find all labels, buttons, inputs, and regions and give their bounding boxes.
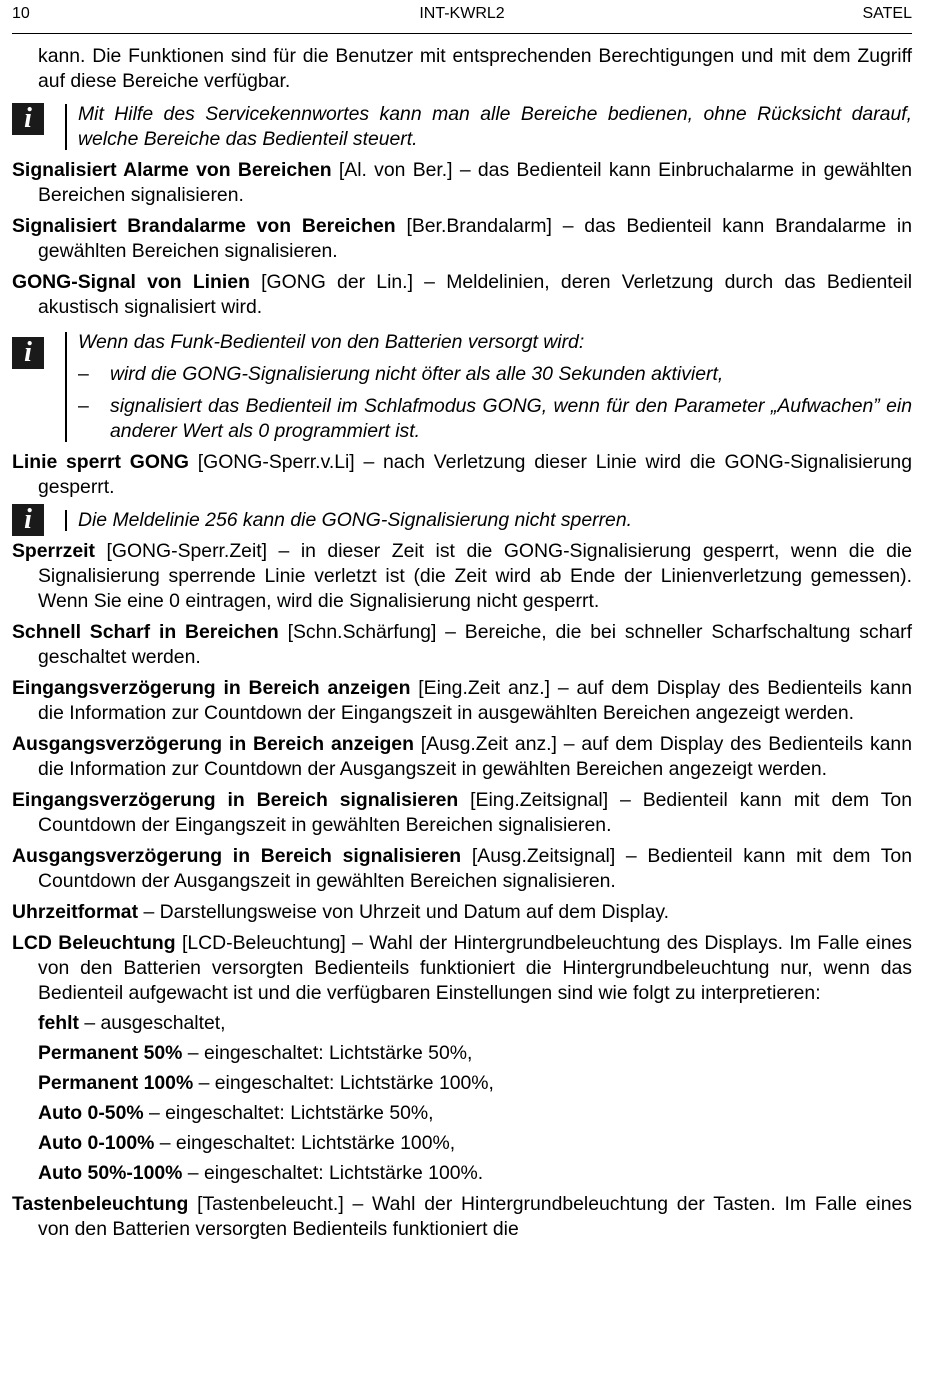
param-description: [Ber.Brandalarm] – das Bedienteil kann Brandalarme in gewählten Bereichen signalisieren. xyxy=(38,215,913,262)
note-item-text: signalisiert das Bedienteil im Schlafmodus GONG, wenn für den Parameter „Aufwachen” ein anderer Wert als 0 programmiert ist. xyxy=(110,395,912,442)
param-term: Linie sperrt GONG xyxy=(12,451,189,473)
param-description: [Eing.Zeitsignal] – Bedienteil kann mit dem Ton Countdown der Eingangszeit in gewählten Bereichen signalisieren. xyxy=(38,789,912,836)
param-entry-exit-delay-signal xyxy=(12,844,912,894)
option-description: – eingeschaltet: Lichtstärke 50%, xyxy=(182,1042,473,1064)
note-text: Mit Hilfe des Servicekennwortes kann man alle Bereiche bedienen, ohne Rücksicht darauf, welche Bereiche das Bedienteil steuert. xyxy=(78,103,912,150)
brand-name: SATEL xyxy=(862,5,912,22)
param-term: Signalisiert Alarme von Bereichen xyxy=(12,159,332,181)
param-term: Signalisiert Brandalarme von Bereichen xyxy=(12,215,396,237)
param-entry-gong-signal xyxy=(12,270,912,320)
info-icon: i xyxy=(12,337,44,369)
param-term: Tastenbeleuchtung xyxy=(12,1193,189,1215)
document-title: INT-KWRL2 xyxy=(419,5,505,22)
option-name: Auto 50%-100% xyxy=(38,1162,183,1184)
param-entry-alarms xyxy=(12,158,912,208)
note-divider xyxy=(65,510,67,531)
param-entry-quick-arm xyxy=(12,620,912,670)
note-list-item xyxy=(78,362,912,387)
note-divider xyxy=(65,332,67,442)
option-name: Auto 0-50% xyxy=(38,1102,144,1124)
param-term: Eingangsverzögerung in Bereich anzeigen xyxy=(12,677,411,699)
param-entry-exit-delay-display xyxy=(12,732,912,782)
param-term: Sperrzeit xyxy=(12,540,95,562)
param-term: Schnell Scharf in Bereichen xyxy=(12,621,279,643)
note-divider xyxy=(65,104,67,150)
param-term: Ausgangsverzögerung in Bereich signalisieren xyxy=(12,845,462,867)
option-name: fehlt xyxy=(38,1012,79,1034)
param-description: [Ausg.Zeitsignal] – Bedienteil kann mit dem Ton Countdown der Ausgangszeit in gewählten Bereichen signalisieren. xyxy=(38,845,912,892)
info-note-service-password xyxy=(12,102,912,152)
info-note-line-256 xyxy=(12,504,912,535)
param-entry-time-format xyxy=(12,900,912,925)
option-description: – ausgeschaltet, xyxy=(78,1012,226,1034)
param-description: [Al. von Ber.] – das Bedienteil kann Einbruchalarme in gewählten Bereichen signalisieren. xyxy=(38,159,913,206)
dash-marker: – xyxy=(78,363,89,385)
note-item-text: wird die GONG-Signalisierung nicht öfter als alle 30 Sekunden aktiviert, xyxy=(110,363,724,385)
lcd-option xyxy=(38,1161,912,1186)
option-description: – eingeschaltet: Lichtstärke 100%, xyxy=(193,1072,494,1094)
option-name: Permanent 50% xyxy=(38,1042,183,1064)
option-name: Permanent 100% xyxy=(38,1072,194,1094)
param-description: [GONG-Sperr.v.Li] – nach Verletzung dieser Linie wird die GONG-Signalisierung gesperrt. xyxy=(38,451,912,498)
info-icon: i xyxy=(12,103,44,135)
option-description: – eingeschaltet: Lichtstärke 50%, xyxy=(143,1102,434,1124)
lcd-option xyxy=(38,1071,912,1096)
note-list-item xyxy=(78,394,912,444)
param-term: Uhrzeitformat xyxy=(12,901,139,923)
param-entry-lcd-backlight xyxy=(12,931,912,1006)
note-text: Die Meldelinie 256 kann die GONG-Signalisierung nicht sperren. xyxy=(78,509,632,531)
param-entry-key-backlight xyxy=(12,1192,912,1242)
param-entry-entry-delay-signal xyxy=(12,788,912,838)
intro-paragraph: kann. Die Funktionen sind für die Benutzer mit entsprechenden Berechtigungen und mit dem Zugriff auf diese Bereiche verfügbar. xyxy=(38,45,912,92)
page-header xyxy=(12,5,912,34)
lcd-option xyxy=(38,1131,912,1156)
param-description: [GONG-Sperr.Zeit] – in dieser Zeit ist die GONG-Signalisierung gesperrt, wenn die die Signalisierung sperrende Linie verletzt ist (die Zeit wird ab Ende der Linienverletzung gemessen). Wenn Sie eine 0 eintragen, wird die Signalisierung nicht gesperrt. xyxy=(38,540,912,612)
option-description: – eingeschaltet: Lichtstärke 100%. xyxy=(182,1162,484,1184)
note-intro: Wenn das Funk-Bedienteil von den Batterien versorgt wird: xyxy=(78,331,585,353)
page-number: 10 xyxy=(12,5,30,22)
param-description: [Tastenbeleucht.] – Wahl der Hintergrundbeleuchtung der Tasten. Im Falle eines von den Batterien versorgten Bedienteils funktioniert die xyxy=(38,1193,912,1240)
lcd-options-list xyxy=(12,1011,912,1186)
option-description: – eingeschaltet: Lichtstärke 100%, xyxy=(154,1132,456,1154)
param-description: [LCD-Beleuchtung] – Wahl der Hintergrundbeleuchtung des Displays. Im Falle eines von den Batterien versorgten Bedienteils funktioniert die Hintergrundbeleuchtung nur, wenn das Bedienteil aufgewacht ist und die verfügbaren Einstellungen sind wie folgt zu interpretieren: xyxy=(38,932,912,1004)
param-term: Eingangsverzögerung in Bereich signalisieren xyxy=(12,789,459,811)
param-entry-fire-alarms xyxy=(12,214,912,264)
info-note-battery xyxy=(12,330,912,444)
dash-marker: – xyxy=(78,395,89,417)
param-term: GONG-Signal von Linien xyxy=(12,271,250,293)
option-name: Auto 0-100% xyxy=(38,1132,155,1154)
param-term: Ausgangsverzögerung in Bereich anzeigen xyxy=(12,733,414,755)
page-body xyxy=(12,44,912,1242)
lcd-option xyxy=(38,1101,912,1126)
param-description: [Schn.Schärfung] – Bereiche, die bei schneller Scharfschaltung scharf geschaltet werden. xyxy=(38,621,912,668)
param-description: [Eing.Zeit anz.] – auf dem Display des Bedienteils kann die Information zur Countdown der Eingangszeit in ausgewählten Bereichen angezeigt werden. xyxy=(38,677,912,724)
param-entry-line-blocks-gong xyxy=(12,450,912,500)
param-entry-entry-delay-display xyxy=(12,676,912,726)
param-description: [Ausg.Zeit anz.] – auf dem Display des Bedienteils kann die Information zur Countdown der Ausgangszeit in gewählten Bereichen angezeigt werden. xyxy=(38,733,912,780)
lcd-option xyxy=(38,1041,912,1066)
param-entry-block-time xyxy=(12,539,912,614)
param-description: – Darstellungsweise von Uhrzeit und Datum auf dem Display. xyxy=(138,901,670,923)
param-term: LCD Beleuchtung xyxy=(12,932,176,954)
info-icon: i xyxy=(12,504,44,536)
param-description: [GONG der Lin.] – Meldelinien, deren Verletzung durch das Bedienteil akustisch signalisiert wird. xyxy=(38,271,913,318)
lcd-option xyxy=(38,1011,912,1036)
manual-page xyxy=(12,0,912,1242)
